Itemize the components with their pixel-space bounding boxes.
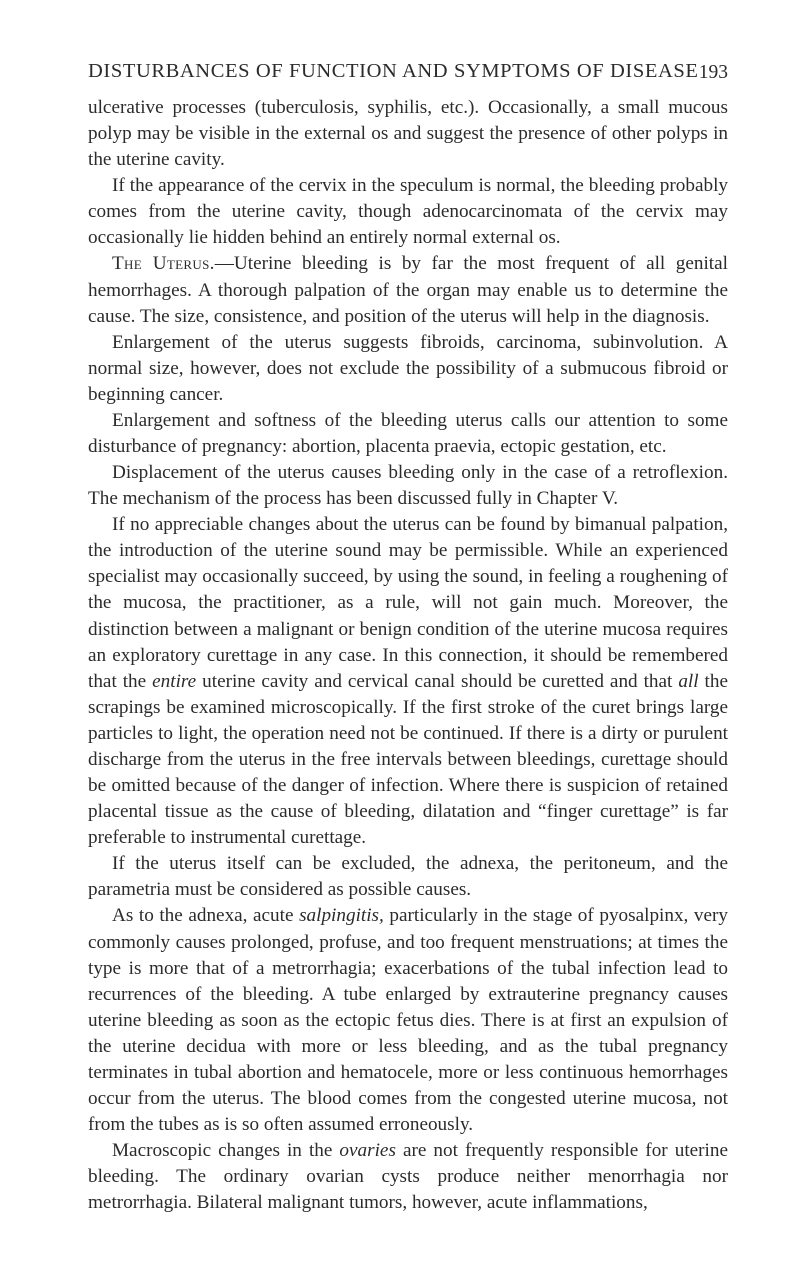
paragraph-text: particularly in the stage of pyosalpinx, very commonly causes prolonged, profuse, and too frequent menstruations; at times the type is more that of a metrorrhagia; exacerbations of the tubal infection lead to recurrences of the bleeding. A tube enlarged by extrauterine pregnancy causes uterine bleeding as soon as the ectopic fetus dies. There is at first an expulsion of the uterine decidua with more or less bleeding, and as the tubal pregnancy terminates in tubal abortion and hematocele, more or less continuous hemorrhages occur from the uterus. The blood comes from the congested uterine mucosa, not from the tubes as is so often assumed erroneously. bbox=[88, 905, 728, 1136]
running-title: DISTURBANCES OF FUNCTION AND SYMPTOMS OF DISEASE bbox=[88, 60, 699, 82]
emphasis-text: salpingitis, bbox=[299, 905, 384, 927]
paragraph bbox=[88, 851, 728, 903]
paragraph-text: As to the adnexa, acute bbox=[112, 905, 300, 927]
emphasis-text: entire bbox=[152, 670, 197, 692]
paragraph-continued bbox=[88, 95, 728, 173]
paragraph-text: —Uterine bleeding is by far the most frequent of all genital hemorrhages. A thorough palpation of the organ may enable us to determine the cause. The size, consistence, and position of the uterus will help in the diagnosis. bbox=[88, 253, 728, 327]
paragraph-text: Enlargement of the uterus suggests fibroids, carcinoma, subinvolution. A normal size, however, does not exclude the possibility of a submucous fibroid or beginning cancer. bbox=[88, 331, 728, 405]
emphasis-text: all bbox=[678, 670, 699, 692]
paragraph bbox=[88, 512, 728, 851]
page-number: 193 bbox=[698, 62, 728, 83]
paragraph-text: Enlargement and softness of the bleeding uterus calls our attention to some disturbance of pregnancy: abortion, placenta praevia, ectopic gestation, etc. bbox=[88, 409, 728, 458]
paragraph-text: Displacement of the uterus causes bleeding only in the case of a retroflexion. The mechanism of the process has been discussed fully in Chapter V. bbox=[88, 462, 728, 510]
paragraph bbox=[88, 408, 728, 460]
paragraph-text: uterine cavity and cervical canal should be curetted and that bbox=[196, 670, 679, 692]
paragraph bbox=[88, 460, 728, 512]
paragraph-text: If the appearance of the cervix in the speculum is normal, the bleeding probably comes from the uterine cavity, though adenocarcinomata of the cervix may occasionally lie hidden behind an entirely normal external os. bbox=[88, 175, 728, 249]
running-head bbox=[88, 60, 728, 88]
emphasis-text: ovaries bbox=[339, 1140, 396, 1162]
paragraph bbox=[88, 903, 728, 1138]
paragraph-text: If no appreciable changes about the uterus can be found by bimanual palpation, the introduction of the uterine sound may be permissible. While an experienced specialist may occasionally succeed, by using the sound, in feeling a roughening of the mucosa, the practitioner, as a rule, will not gain much. Moreover, the distinction between a malignant or benign condition of the uterine mucosa requires an exploratory curettage in any case. In this connection, it should be remembered that the bbox=[88, 514, 728, 692]
paragraph-text: Macroscopic changes in the bbox=[112, 1140, 340, 1162]
paragraph bbox=[88, 330, 728, 408]
paragraph-text: are not frequently responsible for uterine bleeding. The ordinary ovarian cysts produce neither menorrhagia nor metrorrhagia. Bilateral malignant tumors, however, acute inflammations, bbox=[88, 1140, 728, 1214]
paragraph-text: ulcerative processes (tuberculosis, syphilis, etc.). Occasionally, a small mucous polyp may be visible in the external os and suggest the presence of other polyps in the uterine cavity. bbox=[88, 97, 728, 171]
paragraph-text: the scrapings be examined microscopically. If the first stroke of the curet brings large particles to light, the operation need not be continued. If there is a dirty or purulent discharge from the uterus in the free intervals between bleedings, curettage should be omitted because of the danger of infection. Where there is suspicion of retained placental tissue as the cause of bleeding, dilatation and “finger curettage” is far preferable to instrumental curettage. bbox=[88, 670, 728, 849]
body-text bbox=[88, 95, 728, 1216]
paragraph-uterus bbox=[88, 251, 728, 329]
section-heading: The Uterus. bbox=[112, 253, 215, 275]
paragraph-text: If the uterus itself can be excluded, the adnexa, the peritoneum, and the parametria must be considered as possible causes. bbox=[88, 853, 728, 901]
paragraph bbox=[88, 1138, 728, 1216]
paragraph bbox=[88, 173, 728, 251]
